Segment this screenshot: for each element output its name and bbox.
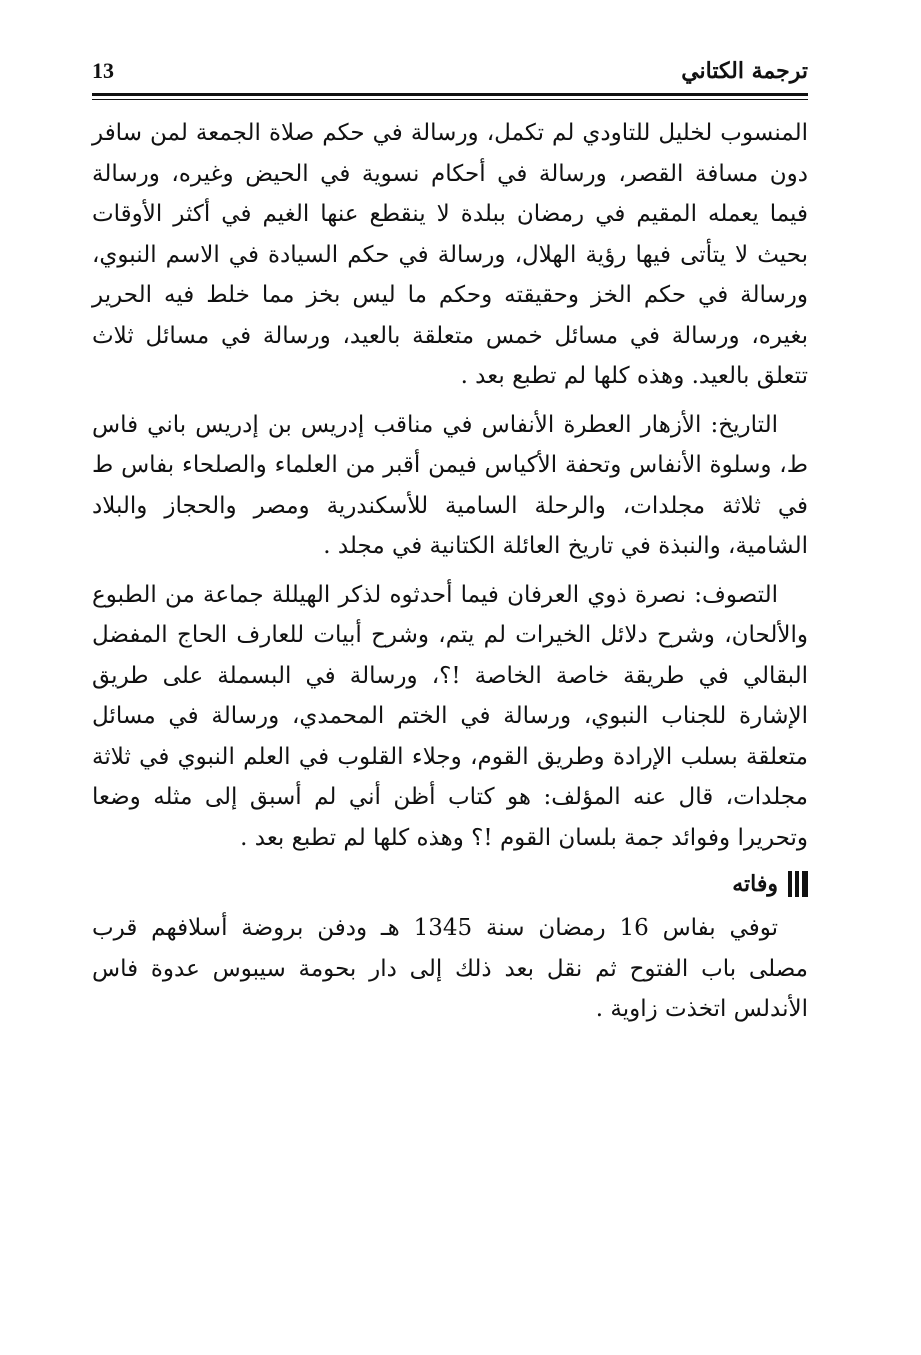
running-title: ترجمة الكتاني <box>681 58 808 84</box>
section-heading-death <box>92 864 808 904</box>
section-heading-label: وفاته <box>732 870 778 897</box>
paragraph-death: توفي بفاس 16 رمضان سنة 1345 هـ ودفن بروضة أسلافهم قرب مصلى باب الفتوح ثم نقل بعد ذلك إلى دار بحومة سيبوس عدوة فاس الأندلس اتخذت زاوية . <box>92 915 808 1022</box>
header-rule-thick <box>92 93 808 96</box>
heading-bars-icon <box>788 871 808 897</box>
page-header <box>92 58 808 94</box>
paragraph-sufism: التصوف: نصرة ذوي العرفان فيما أحدثوه لذكر الهيللة جماعة من الطبوع والألحان، وشرح دلائل الخيرات لم يتم، وشرح أبيات للعارف الحاج المفضل البقالي في طريقة خاصة الخاصة !؟، ورسالة في البسملة على طريق الإشارة للجناب النبوي، ورسالة في الختم المحمدي، ورسالة في مسائل متعلقة بسلب الإرادة وطريق القوم، وجلاء القلوب في العلم النبوي في ثلاثة مجلدات، قال عنه المؤلف: هو كتاب أظن أني لم أسبق إلى مثله وضعا وتحريرا وفوائد جمة بلسان القوم !؟ وهذه كلها لم تطبع بعد . <box>92 581 808 851</box>
paragraph-history: التاريخ: الأزهار العطرة الأنفاس في مناقب إدريس بن إدريس باني فاس ط، وسلوة الأنفاس وتحفة الأكياس فيمن أقبر من العلماء والصلحاء بفاس ط في ثلاثة مجلدات، والرحلة السامية للأسكندرية ومصر والحجاز والبلاد الشامية، والنبذة في تاريخ العائلة الكتانية في مجلد . <box>92 411 808 559</box>
page-body <box>92 113 808 1030</box>
paragraph-fiqh-continued: المنسوب لخليل للتاودي لم تكمل، ورسالة في حكم صلاة الجمعة لمن سافر دون مسافة القصر، ورسالة في أحكام نسوية في الحيض وغيره، ورسالة فيما يعمله المقيم في رمضان ببلدة لا ينقطع عنها الغيم في أكثر الأوقات بحيث لا يتأتى فيها رؤية الهلال، ورسالة في حكم السيادة في الاسم النبوي، ورسالة في حكم الخز وحقيقته وحكم ما ليس بخز مما خلط فيه الحرير بغيره، ورسالة في مسائل خمس متعلقة بالعيد، ورسالة في مسائل ثلاث تتعلق بالعيد. وهذه كلها لم تطبع بعد . <box>92 120 808 389</box>
page-number: 13 <box>92 58 114 83</box>
header-rule-thin <box>92 99 808 100</box>
